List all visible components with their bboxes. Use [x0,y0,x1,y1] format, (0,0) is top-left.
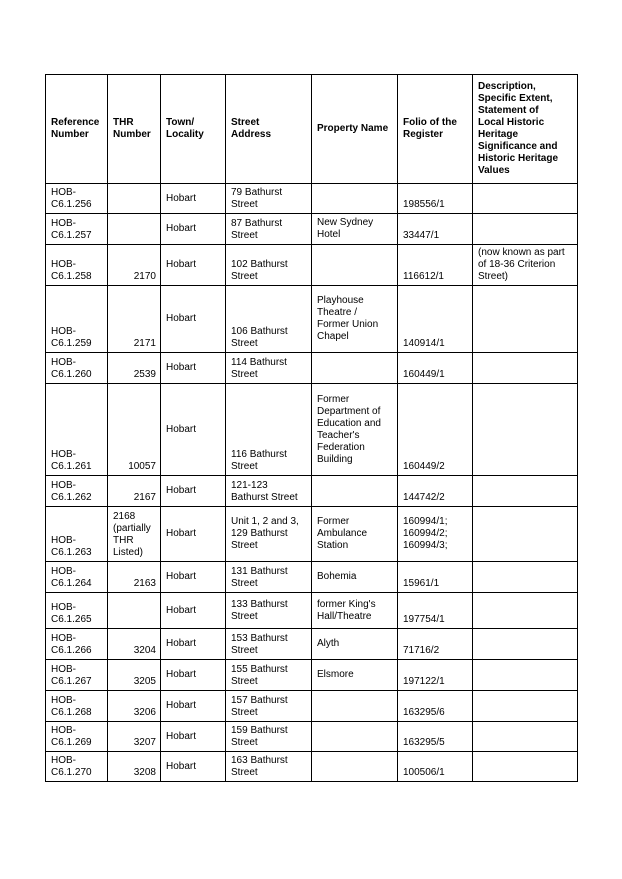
heritage-register-table [45,74,578,782]
property-name-cell [312,476,398,507]
street-address-cell: 102 Bathurst Street [226,245,312,286]
description-cell [473,507,578,562]
thr-number-cell [108,184,161,214]
reference-number-cell: HOB- C6.1.260 [46,353,108,384]
town-cell: Hobart [161,752,226,782]
description-cell [473,722,578,752]
folio-cell: 163295/6 [398,691,473,722]
street-address-cell: 106 Bathurst Street [226,286,312,353]
reference-number-cell: HOB- C6.1.263 [46,507,108,562]
thr-number-cell: 2167 [108,476,161,507]
description-cell [473,691,578,722]
reference-number-cell: HOB- C6.1.264 [46,562,108,593]
description-cell [473,214,578,245]
property-name-cell [312,722,398,752]
reference-number-cell: HOB- C6.1.270 [46,752,108,782]
property-name-cell [312,752,398,782]
property-name-cell: former King's Hall/Theatre [312,593,398,629]
folio-cell: 144742/2 [398,476,473,507]
description-cell [473,286,578,353]
table-row [46,214,578,245]
reference-number-cell: HOB- C6.1.265 [46,593,108,629]
reference-number-cell: HOB- C6.1.269 [46,722,108,752]
header-thr-number: THR Number [108,75,161,184]
table-row [46,752,578,782]
street-address-cell: 114 Bathurst Street [226,353,312,384]
thr-number-cell: 2539 [108,353,161,384]
thr-number-cell: 2168 (partially THR Listed) [108,507,161,562]
folio-cell: 140914/1 [398,286,473,353]
header-folio: Folio of the Register [398,75,473,184]
reference-number-cell: HOB- C6.1.268 [46,691,108,722]
town-cell: Hobart [161,562,226,593]
reference-number-cell: HOB- C6.1.256 [46,184,108,214]
folio-cell: 33447/1 [398,214,473,245]
table-row [46,722,578,752]
street-address-cell: 157 Bathurst Street [226,691,312,722]
table-row [46,476,578,507]
table-row [46,353,578,384]
property-name-cell: New Sydney Hotel [312,214,398,245]
header-street-address: Street Address [226,75,312,184]
header-description: Description, Specific Extent, Statement of Local Historic Heritage Significance and Historic Heritage Values [473,75,578,184]
property-name-cell: Alyth [312,629,398,660]
reference-number-cell: HOB- C6.1.261 [46,384,108,476]
town-cell: Hobart [161,691,226,722]
description-cell [473,752,578,782]
town-cell: Hobart [161,184,226,214]
town-cell: Hobart [161,384,226,476]
description-cell [473,593,578,629]
table-row [46,629,578,660]
property-name-cell [312,245,398,286]
folio-cell: 163295/5 [398,722,473,752]
thr-number-cell: 3206 [108,691,161,722]
description-cell [473,629,578,660]
town-cell: Hobart [161,629,226,660]
property-name-cell [312,184,398,214]
street-address-cell: 131 Bathurst Street [226,562,312,593]
town-cell: Hobart [161,593,226,629]
table-row [46,245,578,286]
town-cell: Hobart [161,286,226,353]
description-cell [473,184,578,214]
property-name-cell: Former Ambulance Station [312,507,398,562]
town-cell: Hobart [161,660,226,691]
thr-number-cell: 2171 [108,286,161,353]
street-address-cell: 79 Bathurst Street [226,184,312,214]
table-row [46,691,578,722]
reference-number-cell: HOB- C6.1.257 [46,214,108,245]
folio-cell: 116612/1 [398,245,473,286]
description-cell [473,660,578,691]
header-row [46,75,578,184]
folio-cell: 197754/1 [398,593,473,629]
description-cell [473,353,578,384]
folio-cell: 71716/2 [398,629,473,660]
table-row [46,593,578,629]
street-address-cell: 163 Bathurst Street [226,752,312,782]
thr-number-cell [108,214,161,245]
street-address-cell: 153 Bathurst Street [226,629,312,660]
reference-number-cell: HOB- C6.1.258 [46,245,108,286]
folio-cell: 160449/2 [398,384,473,476]
thr-number-cell: 3204 [108,629,161,660]
reference-number-cell: HOB- C6.1.262 [46,476,108,507]
street-address-cell: Unit 1, 2 and 3, 129 Bathurst Street [226,507,312,562]
description-cell [473,476,578,507]
description-cell [473,562,578,593]
town-cell: Hobart [161,507,226,562]
header-town-locality: Town/ Locality [161,75,226,184]
street-address-cell: 116 Bathurst Street [226,384,312,476]
folio-cell: 15961/1 [398,562,473,593]
table-row [46,184,578,214]
thr-number-cell [108,593,161,629]
reference-number-cell: HOB- C6.1.266 [46,629,108,660]
property-name-cell: Bohemia [312,562,398,593]
street-address-cell: 87 Bathurst Street [226,214,312,245]
thr-number-cell: 3205 [108,660,161,691]
thr-number-cell: 2170 [108,245,161,286]
thr-number-cell: 2163 [108,562,161,593]
thr-number-cell: 3208 [108,752,161,782]
table-row [46,384,578,476]
reference-number-cell: HOB- C6.1.267 [46,660,108,691]
street-address-cell: 159 Bathurst Street [226,722,312,752]
street-address-cell: 121-123 Bathurst Street [226,476,312,507]
town-cell: Hobart [161,353,226,384]
table-row [46,286,578,353]
table-row [46,562,578,593]
folio-cell: 197122/1 [398,660,473,691]
description-cell: (now known as part of 18-36 Criterion Street) [473,245,578,286]
street-address-cell: 155 Bathurst Street [226,660,312,691]
header-reference-number: Reference Number [46,75,108,184]
property-name-cell: Playhouse Theatre / Former Union Chapel [312,286,398,353]
description-cell [473,384,578,476]
table-row [46,507,578,562]
street-address-cell: 133 Bathurst Street [226,593,312,629]
property-name-cell: Former Department of Education and Teacher's Federation Building [312,384,398,476]
town-cell: Hobart [161,476,226,507]
folio-cell: 100506/1 [398,752,473,782]
thr-number-cell: 10057 [108,384,161,476]
folio-cell: 198556/1 [398,184,473,214]
folio-cell: 160994/1; 160994/2; 160994/3; [398,507,473,562]
table-row [46,660,578,691]
property-name-cell [312,353,398,384]
property-name-cell [312,691,398,722]
reference-number-cell: HOB- C6.1.259 [46,286,108,353]
town-cell: Hobart [161,245,226,286]
folio-cell: 160449/1 [398,353,473,384]
town-cell: Hobart [161,722,226,752]
header-property-name: Property Name [312,75,398,184]
thr-number-cell: 3207 [108,722,161,752]
town-cell: Hobart [161,214,226,245]
property-name-cell: Elsmore [312,660,398,691]
